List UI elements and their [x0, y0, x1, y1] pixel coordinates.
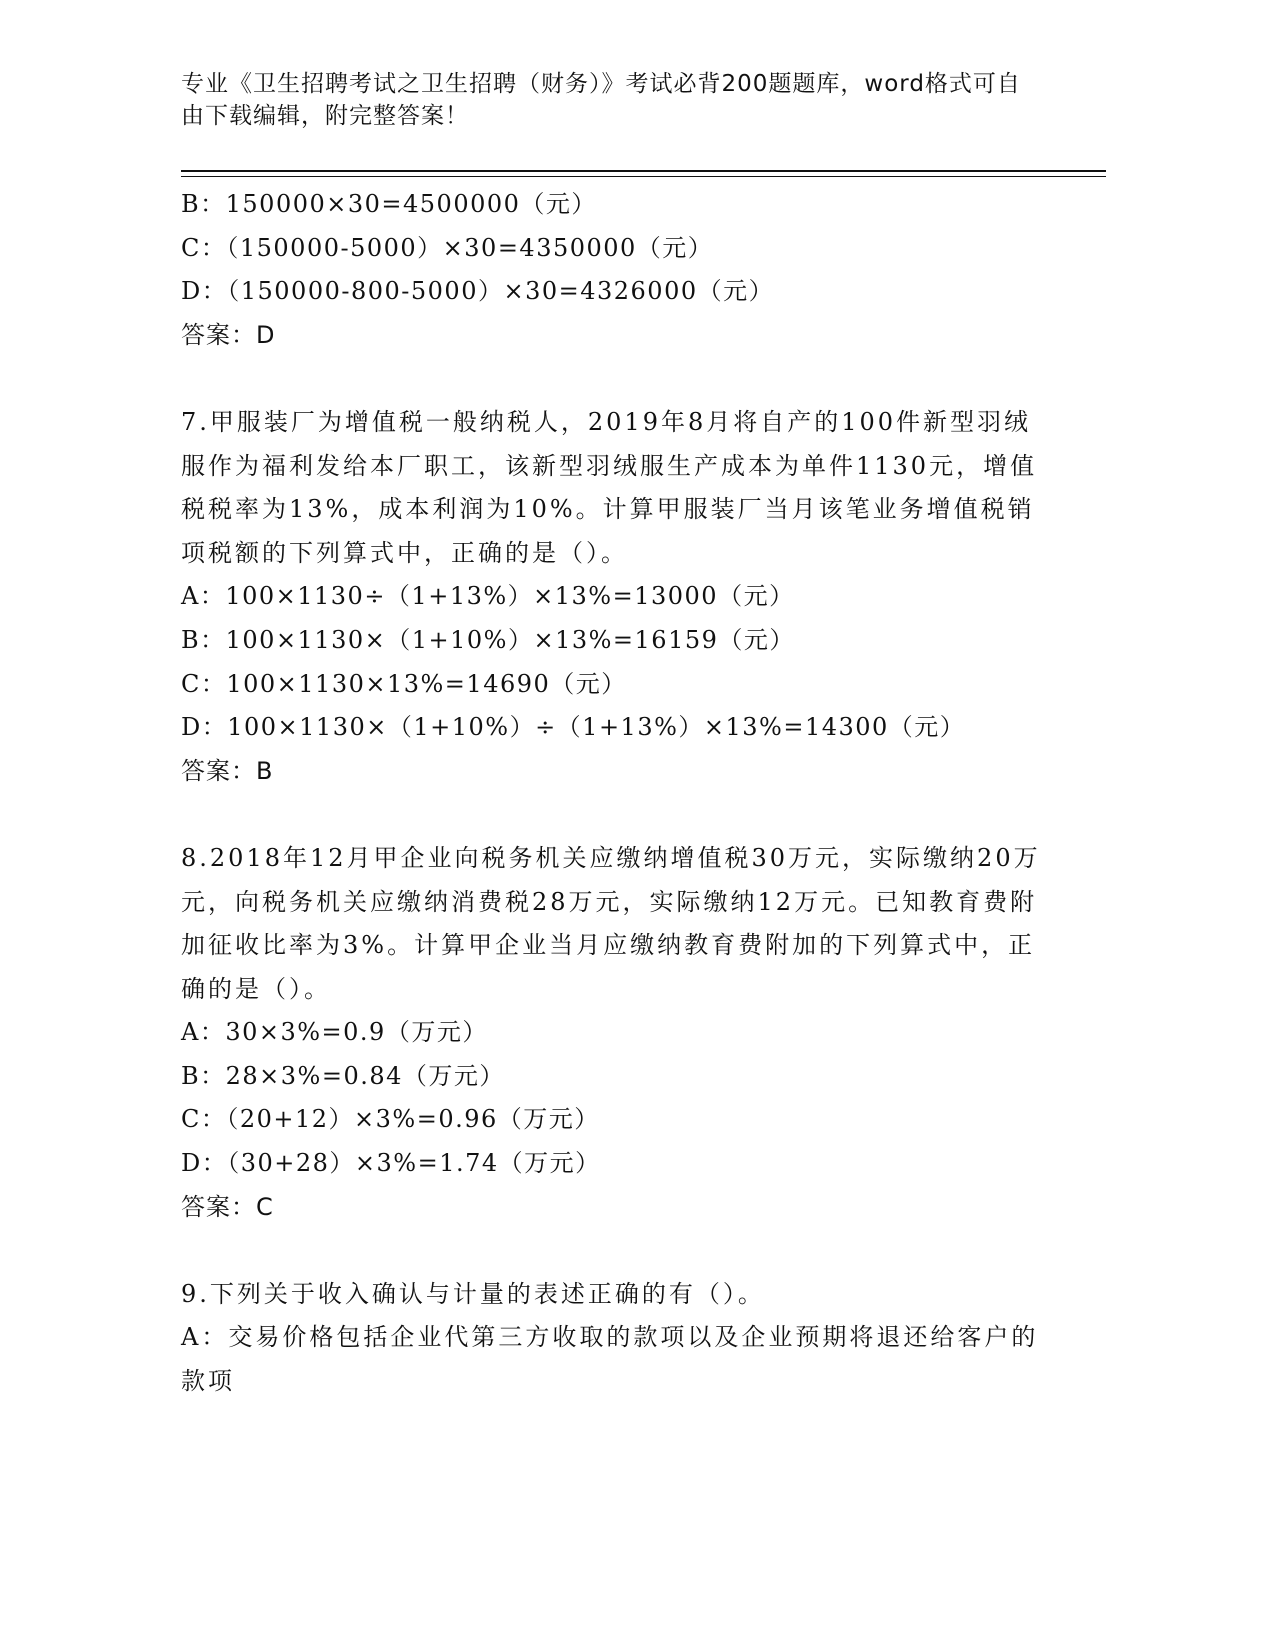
option-line: C：（150000-5000）×30=4350000（元） — [181, 233, 714, 262]
question-stem: 8.2018年12月甲企业向税务机关应缴纳增值税30万元，实际缴纳20万元，向税务机关应缴纳消费税28万元，实际缴纳12万元。已知教育费附加征收比率为3%。计算甲企业当月应缴纳教育费附加的下列算式中，正确的是（）。 — [181, 843, 1041, 1003]
option-line: B：28×3%=0.84（万元） — [181, 1061, 505, 1090]
option-line: A：30×3%=0.9（万元） — [181, 1018, 488, 1047]
header-rule-thin — [181, 176, 1106, 177]
option-line: B：100×1130×（1+10%）×13%=16159（元） — [181, 625, 795, 654]
option-line: A：交易价格包括企业代第三方收取的款项以及企业预期将退还给客户的款项 — [181, 1323, 1039, 1396]
option-line: D：100×1130×（1+10%）÷（1+13%）×13%=14300（元） — [181, 713, 966, 742]
answer-line: 答案：C — [181, 1192, 274, 1221]
page-header: 专业《卫生招聘考试之卫生招聘（财务）》考试必背200题题库，word格式可自由下载编辑，附完整答案！ — [181, 71, 1021, 129]
option-line: C：（20+12）×3%=0.96（万元） — [181, 1105, 600, 1134]
question-stem: 7.甲服装厂为增值税一般纳税人，2019年8月将自产的100件新型羽绒服作为福利发给本厂职工，该新型羽绒服生产成本为单件1130元，增值税税率为13%，成本利润为10%。计算甲服装厂当月该笔业务增值税销项税额的下列算式中，正确的是（）。 — [181, 407, 1038, 567]
answer-line: 答案：D — [181, 320, 276, 349]
question-stem: 9.下列关于收入确认与计量的表述正确的有（）。 — [181, 1279, 765, 1308]
option-line: D：（30+28）×3%=1.74（万元） — [181, 1149, 601, 1178]
answer-line: 答案：B — [181, 756, 274, 785]
option-line: A：100×1130÷（1+13%）×13%=13000（元） — [181, 582, 795, 611]
option-line: C：100×1130×13%=14690（元） — [181, 669, 627, 698]
option-line: D：（150000-800-5000）×30=4326000（元） — [181, 277, 775, 306]
option-line: B：150000×30=4500000（元） — [181, 190, 597, 218]
header-rule-thick — [181, 170, 1106, 172]
content — [181, 183, 1041, 1404]
